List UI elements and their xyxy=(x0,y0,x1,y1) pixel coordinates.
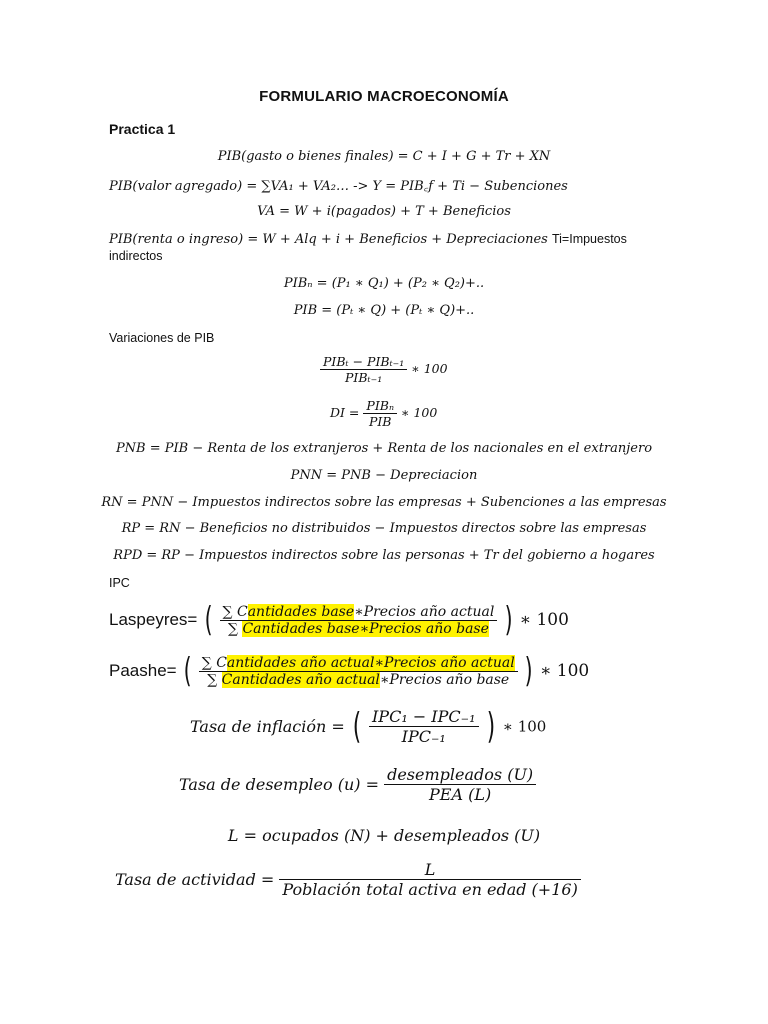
laspeyres-label: Laspeyres= xyxy=(109,610,198,629)
variacion-tail: ∗ 100 xyxy=(411,361,448,376)
paashe-label: Paashe= xyxy=(109,661,177,680)
formula-l: L = ocupados (N) + desempleados (U) xyxy=(227,826,541,845)
variacion-denominator: PIBₜ₋₁ xyxy=(345,370,383,385)
formula-rpd: RPD = RP − Impuestos indirectos sobre las personas + Tr del gobierno a hogares xyxy=(113,548,655,563)
laspeyres-den-highlight: Cantidades base∗Precios año base xyxy=(242,620,489,637)
formula-paashe xyxy=(109,651,589,691)
paashe-close-paren: ) xyxy=(524,651,533,691)
laspeyres-num-highlight: antidades base xyxy=(247,603,355,620)
laspeyres-fraction xyxy=(220,604,498,637)
inflacion-fraction xyxy=(369,707,479,746)
deflactor-numerator: PIBₙ xyxy=(363,398,397,414)
formula-pib-nominal: PIBₙ = (P₁ ∗ Q₁) + (P₂ ∗ Q₂)+.. xyxy=(283,276,485,291)
laspeyres-close-paren: ) xyxy=(504,600,513,640)
document-title: FORMULARIO MACROECONOMÍA xyxy=(259,88,509,105)
formula-desempleo xyxy=(179,765,536,804)
paashe-tail: ∗ 100 xyxy=(539,661,590,681)
formula-pib-renta xyxy=(109,232,627,247)
formula-laspeyres xyxy=(109,600,569,640)
desempleo-denominator: PEA (L) xyxy=(429,785,492,804)
formula-deflactor xyxy=(330,398,437,429)
actividad-numerator: L xyxy=(279,860,580,880)
formula-pib-valor-agregado: PIB(valor agregado) = ∑VA₁ + VA₂… -> Y = PIB꜀f + Ti − Subenciones xyxy=(109,179,568,194)
paashe-num-highlight: antidades año actual∗Precios año actual xyxy=(226,654,515,671)
inflacion-numerator: IPC₁ − IPC₋₁ xyxy=(369,707,479,727)
paashe-den-highlight: Cantidades año actual xyxy=(221,671,380,688)
paashe-open-paren: ( xyxy=(183,651,192,691)
paashe-denominator xyxy=(199,672,518,688)
deflactor-fraction xyxy=(363,398,397,429)
inflacion-left: Tasa de inflación = xyxy=(190,717,345,736)
formula-valor-agregado: VA = W + i(pagados) + T + Beneficios xyxy=(257,204,511,219)
laspeyres-open-paren: ( xyxy=(204,600,213,640)
formula-pib-renta-text: PIB(renta o ingreso) = W + Alq + i + Beneficios + Depreciaciones xyxy=(109,232,548,247)
formula-pib-renta-note-2: indirectos xyxy=(109,249,163,263)
desempleo-left: Tasa de desempleo (u) = xyxy=(179,775,379,794)
inflacion-open-paren: ( xyxy=(352,706,362,747)
actividad-left: Tasa de actividad = xyxy=(115,870,275,889)
desempleo-fraction xyxy=(384,765,536,804)
section-heading: Practica 1 xyxy=(109,121,176,137)
formula-pib-real: PIB = (Pₜ ∗ Q) + (Pₜ ∗ Q)+.. xyxy=(293,303,475,318)
formula-actividad xyxy=(115,860,581,899)
deflactor-denominator: PIB xyxy=(368,414,392,429)
paashe-numerator xyxy=(199,655,518,672)
formula-pnb: PNB = PIB − Renta de los extranjeros + Renta de los nacionales en el extranjero xyxy=(115,441,653,456)
paashe-den-a: ∑ xyxy=(207,671,222,688)
actividad-denominator: Población total activa en edad (+16) xyxy=(282,880,578,899)
inflacion-close-paren: ) xyxy=(486,706,495,747)
laspeyres-tail: ∗ 100 xyxy=(519,610,569,630)
laspeyres-numerator xyxy=(220,604,498,621)
inflacion-tail: ∗ 100 xyxy=(502,717,547,736)
formula-variacion-pib xyxy=(320,354,448,385)
ipc-label: IPC xyxy=(109,576,130,590)
laspeyres-num-c: ∗Precios año actual xyxy=(354,603,495,620)
deflactor-tail: ∗ 100 xyxy=(401,405,438,420)
formula-rn: RN = PNN − Impuestos indirectos sobre las empresas + Subenciones a las empresas xyxy=(101,495,667,510)
desempleo-numerator: desempleados (U) xyxy=(384,765,536,785)
actividad-fraction xyxy=(279,860,580,899)
laspeyres-den-a: ∑ xyxy=(227,620,243,637)
formula-inflacion xyxy=(190,706,546,747)
formula-pib-renta-note: Ti=Impuestos xyxy=(551,232,627,246)
inflacion-denominator: IPC₋₁ xyxy=(401,727,446,746)
formula-rp: RP = RN − Beneficios no distribuidos − Impuestos directos sobre las empresas xyxy=(121,521,647,536)
formula-pnn: PNN = PNB − Depreciacion xyxy=(290,468,478,483)
paashe-num-a: ∑ C xyxy=(201,654,227,671)
laspeyres-num-a: ∑ C xyxy=(222,603,248,620)
variacion-fraction xyxy=(320,354,407,385)
laspeyres-denominator xyxy=(220,621,498,637)
deflactor-left: DI = xyxy=(330,405,360,420)
variaciones-label: Variaciones de PIB xyxy=(109,331,215,345)
formula-pib-gasto: PIB(gasto o bienes finales) = C + I + G + Tr + XN xyxy=(217,149,551,164)
paashe-den-c: ∗Precios año base xyxy=(379,671,510,688)
paashe-fraction xyxy=(199,655,518,688)
variacion-numerator: PIBₜ − PIBₜ₋₁ xyxy=(320,354,407,370)
